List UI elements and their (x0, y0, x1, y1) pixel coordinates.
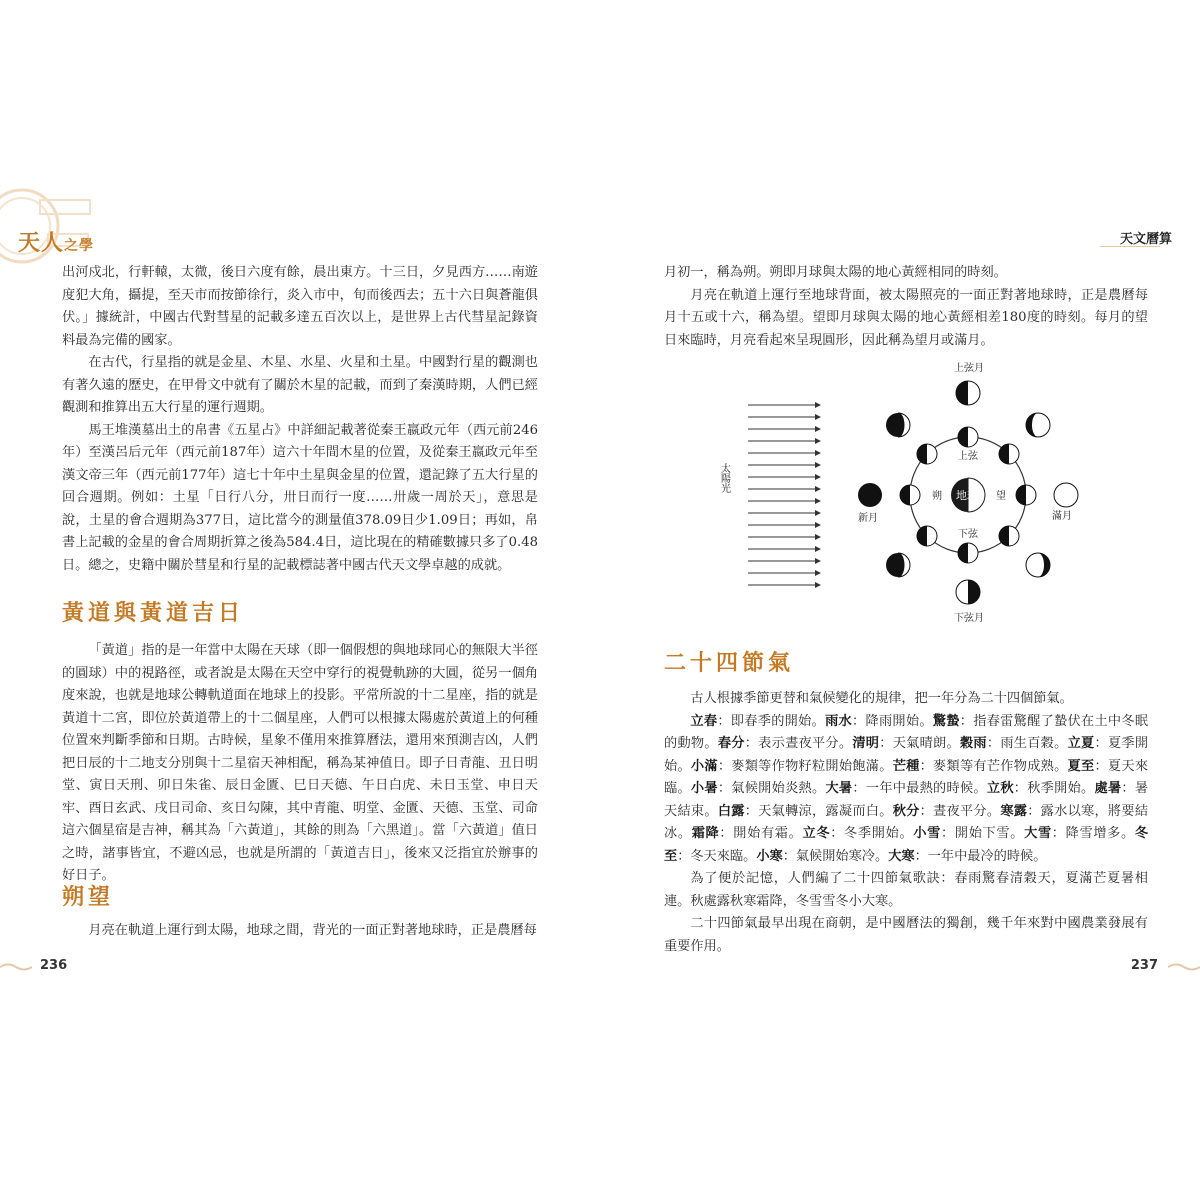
right-page (600, 0, 1200, 1200)
moon-waxing-inner (917, 444, 937, 464)
moon-first-quarter-inner (958, 427, 978, 447)
solar-term-desc: ：冬天來臨。 (677, 848, 757, 864)
moon-new-inner (900, 485, 920, 505)
solar-term-desc: ：雨生百穀。 (986, 736, 1068, 751)
last-quarter-moon-outer (956, 580, 980, 604)
solar-term-desc: ：即春季的開始。 (717, 713, 826, 729)
solar-term-name: 大暑 (825, 781, 853, 796)
new-moon-outer (858, 483, 882, 507)
solar-term-name: 立冬 (802, 826, 831, 841)
header-rule (600, 246, 1200, 247)
page-ornament-icon (1168, 962, 1200, 972)
solar-term-name: 立秋 (986, 781, 1014, 796)
gibbous-moon-outer (1026, 413, 1050, 437)
page-ornament-icon (0, 962, 32, 972)
solar-term-name: 白露 (717, 803, 745, 819)
new-label: 朔 (932, 491, 942, 502)
solar-term-name: 大寒 (888, 848, 915, 864)
left-intro-text (62, 262, 538, 577)
solar-term-name: 立春 (690, 713, 718, 729)
first-quarter-label: 上弦 (958, 451, 978, 462)
page-number: 236 (40, 958, 68, 973)
solar-term-desc: ：降雨開始。 (852, 713, 933, 729)
solar-term-desc: ：夏天來臨。 (664, 758, 1149, 796)
solar-term-name: 小寒 (756, 848, 783, 864)
solar-term-desc: ：夏季開始。 (664, 736, 1149, 774)
solar-term-name: 處暑 (1094, 781, 1122, 796)
solar-term-desc: ：指春雷驚醒了蟄伏在土中冬眠的動物。 (664, 713, 1149, 751)
section-title-solar-terms: 二十四節氣 (664, 650, 795, 676)
sunlight-label: 太陽光 (718, 463, 730, 493)
new-moon-label: 新月 (858, 513, 878, 524)
right-intro-text (664, 262, 1148, 352)
paragraph: 二十四節氣最早出現在商朝，是中國曆法的獨創，幾千年來對中國農業發展有重要作用。 (664, 916, 1148, 954)
paragraph: 月初一，稱為朔。朔即月球與太陽的地心黃經相同的時刻。 (664, 265, 1007, 280)
solar-term-name: 雨水 (825, 713, 853, 729)
moon-waxing2-inner (999, 444, 1019, 464)
solar-term-desc: ：秋季開始。 (1013, 781, 1095, 796)
solar-term-desc: ：氣候開始炎熱。 (717, 781, 826, 796)
solar-term-desc: ：晝夜平分。 (919, 803, 1001, 819)
solar-term-name: 立夏 (1067, 736, 1095, 751)
moon-full-inner (1016, 485, 1036, 505)
solar-term-desc: ：降雪增多。 (1051, 826, 1135, 841)
solar-term-desc: ：露水以寒，將要結冰。 (664, 803, 1149, 841)
solar-term-name: 驚蟄 (932, 713, 960, 729)
solar-terms-text (664, 688, 1148, 958)
solar-term-desc: ：一年中最熱的時候。 (852, 781, 987, 796)
paragraph: 在古代，行星指的就是金星、木星、水星、火星和土星。中國對行星的觀測也有著久遠的歷史，在甲骨文中就有了關於木星的記載，而到了秦漢時期，人們已經觀測和推算出五大行星的運行週期。 (62, 355, 538, 415)
solar-term-desc: ：暑天結束。 (664, 781, 1149, 819)
solar-term-desc: ：麥類等作物籽粒開始飽滿。 (717, 758, 893, 774)
section-title-ecliptic: 黃道與黃道吉日 (62, 600, 245, 626)
solar-term-name: 穀雨 (959, 736, 987, 751)
full-moon-outer (1054, 483, 1078, 507)
last-quarter-label: 下弦 (958, 529, 978, 540)
full-label: 望 (996, 491, 1006, 502)
first-quarter-moon-label: 上弦月 (954, 363, 984, 374)
earth-label: 地球 (956, 489, 978, 502)
moon-phase-diagram (700, 355, 1080, 630)
paragraph: 月亮在軌道上運行到太陽，地球之間，背光的一面正對著地球時，正是農曆每 (88, 923, 537, 938)
running-header: 天文曆算 (1119, 232, 1172, 247)
waning-gibbous-moon-outer (1026, 553, 1050, 577)
crescent-moon-outer (886, 413, 910, 437)
section-title-shuowang: 朔望 (62, 884, 115, 910)
paragraph: 月亮在軌道上運行至地球背面，被太陽照亮的一面正對著地球時，正是農曆每月十五或十六，稱為望。望即月球與太陽的地心黃經相差180度的時刻。每月的望日來臨時，月亮看起來呈現圓形，因此稱為望月或滿月。 (664, 287, 1148, 348)
solar-term-desc: ：氣候開始寒冷。 (782, 848, 889, 864)
moon-waning2-inner (999, 526, 1019, 546)
solar-term-desc: ：一年中最冷的時候。 (914, 848, 1047, 864)
shuowang-text (62, 920, 538, 943)
solar-term-name: 冬至 (664, 826, 1149, 864)
solar-term-desc: ：麥類等有芒作物成熟。 (919, 758, 1068, 774)
solar-term-name: 小暑 (690, 781, 718, 796)
solar-term-name: 大雪 (1024, 826, 1052, 841)
solar-term-name: 霜降 (691, 826, 720, 841)
solar-term-name: 小雪 (913, 826, 941, 841)
sunlight-arrows (748, 405, 820, 585)
paragraph: 出河戍北，行軒轅，太微，後日六度有餘，晨出東方。十三日，夕見西方……南遊度犯大角，攝提，至天市而按節徐行，炎入市中，旬而後西去；五十六日與蒼龍俱伏。」據統計，中國古代對彗星的記載多達五百次以上，是世界上古代彗星記錄資料最為完備的國家。 (62, 265, 538, 348)
solar-term-desc: ：開始下雪。 (941, 826, 1025, 841)
solar-term-name: 秋分 (892, 803, 920, 819)
solar-term-name: 小滿 (690, 758, 718, 774)
first-quarter-moon-outer (956, 381, 980, 405)
solar-term-name: 夏至 (1067, 758, 1095, 774)
waning-crescent-moon-outer (886, 553, 910, 577)
ecliptic-text (62, 640, 538, 888)
solar-term-name: 清明 (852, 736, 880, 751)
paragraph: 馬王堆漢墓出土的帛書《五星占》中詳細記載著從秦王嬴政元年（西元前246年）至漢呂后元年（西元前187年）這六十年間木星的位置，及從秦王嬴政元年至漢文帝三年（西元前177年）這七十年中土星與金星的位置，還記錄了五大行星的回合週期。例如：土星「日行八分，卅日而行一度……卅歲一周於天」，意思是說，土星的會合週期為377日，這比當今的測量值378.09日少1.09日；再如，帛書上記載的金星的會合周期折算之後為584.4日，這比現在的精確數據只多了0.48日。總之，史籍中關於彗星和行星的記載標誌著中國古代天文學卓越的成就。 (62, 422, 538, 573)
solar-term-name: 芒種 (892, 758, 920, 774)
moon-last-quarter-inner (958, 543, 978, 563)
paragraph: 為了便於記憶，人們編了二十四節氣歌訣：春雨驚春清穀天，夏滿芒夏暑相連。秋處露秋寒霜降，冬雪雪冬小大寒。 (664, 871, 1148, 909)
moon-waning-inner (917, 526, 937, 546)
solar-term-desc: ：表示晝夜平分。 (744, 736, 853, 751)
solar-term-desc: ：開始有霜。 (719, 826, 803, 841)
paragraph: 古人根據季節更替和氣候變化的規律，把一年分為二十四個節氣。 (690, 691, 1073, 706)
solar-term-desc: ：天氣晴朗。 (879, 736, 960, 751)
solar-term-desc: ：冬季開始。 (830, 826, 914, 841)
solar-term-name: 寒露 (1000, 803, 1028, 819)
paragraph: 「黃道」指的是一年當中太陽在天球（即一個假想的與地球同心的無限大半徑的圓球）中的視路徑，或者說是太陽在天空中穿行的視覺軌跡的大圓，從另一個角度來說，也就是地球公轉軌道面在地球上的投影。平常所說的十二星座，指的就是黃道十二宮，即位於黃道帶上的十二個星座，人們可以根據太陽處於黃道上的何種位置來判斷季節和日期。古時候，星象不僅用來推算曆法，還用來預測吉凶，人們把日辰的十二地支分別與十二星宿天神相配，稱為某神值日。即子日青龍、丑日明堂、寅日天刑、卯日朱雀、辰日金匱、巳日天德、午日白虎、未日玉堂、申日天牢、酉日玄武、戌日司命、亥日勾陳，其中青龍、明堂、金匱、天德、玉堂、司命這六個星宿是吉神，稱其為「六黃道」，其餘的則為「六黑道」。當「六黃道」值日之時，諸事皆宜，不避凶忌，也就是所謂的「黃道吉日」，後來又泛指宜於辦事的好日子。 (62, 643, 538, 883)
book-brand: 天人之學 (18, 230, 95, 256)
full-moon-label: 滿月 (1052, 511, 1072, 522)
solar-terms-list (664, 711, 1148, 869)
solar-term-desc: ：天氣轉涼，露凝而白。 (744, 803, 893, 819)
last-quarter-moon-label: 下弦月 (954, 613, 984, 624)
solar-term-name: 春分 (717, 736, 745, 751)
page-number: 237 (1130, 958, 1158, 973)
